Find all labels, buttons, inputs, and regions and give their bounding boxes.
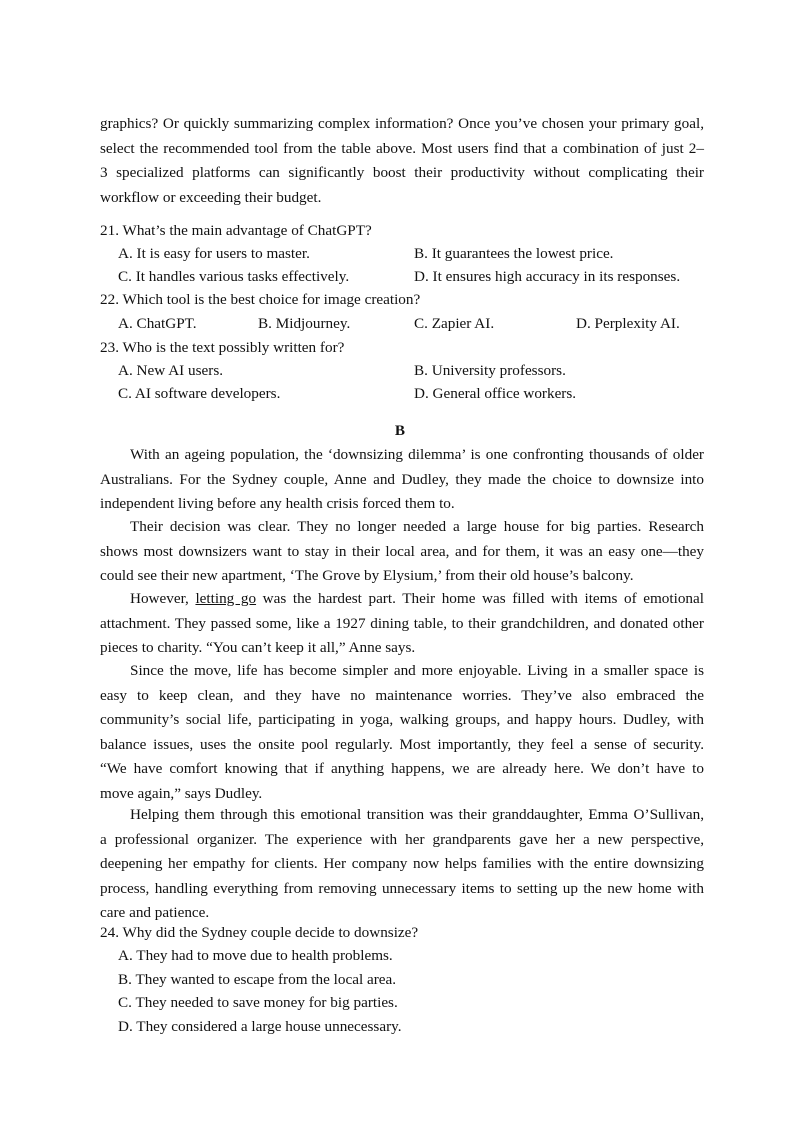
text-line: graphics? Or quickly summarizing complex information? Once you’ve chosen your primary goal, (100, 115, 704, 132)
question-23-option-b[interactable]: B. University professors. (414, 362, 566, 379)
text-line: 3 specialized platforms can significantly boost their productivity without complicating their (100, 164, 704, 181)
question-23-option-c[interactable]: C. AI software developers. (118, 385, 281, 402)
text-line: select the recommended tool from the table above. Most users find that a combination of just 2– (100, 139, 704, 157)
passage-b-paragraph-3 (100, 587, 704, 661)
section-b-heading: B (394, 422, 406, 439)
question-22-option-b[interactable]: B. Midjourney. (258, 315, 351, 332)
text-line: pieces to charity. “You can’t keep it all,” Anne says. (100, 639, 416, 656)
question-22-option-d[interactable]: D. Perplexity AI. (576, 315, 680, 332)
question-23-option-d[interactable]: D. General office workers. (414, 385, 577, 402)
passage-b-paragraph-5 (100, 803, 704, 926)
passage-a-conclusion (100, 112, 704, 210)
text-line: could see their new apartment, ‘The Grove by Elysium,’ from their old house’s balcony. (100, 567, 634, 584)
text-line: move again,” says Dudley. (100, 784, 263, 802)
question-24-option-d[interactable]: D. They considered a large house unnecessary. (118, 1018, 402, 1035)
question-24-option-a[interactable]: A. They had to move due to health problems. (118, 947, 393, 964)
question-22-option-c[interactable]: C. Zapier AI. (414, 315, 495, 332)
text-line: With an ageing population, the ‘downsizing dilemma’ is one confronting thousands of older (130, 446, 704, 463)
passage-b-paragraph-2 (100, 515, 704, 589)
question-22-stem: 22. Which tool is the best choice for image creation? (100, 291, 421, 308)
text-line: balance issues, uses the onsite pool regularly. Most importantly, they feel a sense of security. (100, 735, 704, 753)
text-fragment: However, (130, 590, 196, 607)
text-line: Australians. For the Sydney couple, Anne and Dudley, they made the choice to downsize into (100, 470, 704, 488)
text-line: independent living before any health crisis forced them to. (100, 495, 455, 512)
text-line: easy to keep clean, and they have no maintenance worries. They’ve also embraced the (100, 686, 704, 704)
text-line: “We have comfort knowing that if anything happens, we are already here. We don’t have to (100, 760, 704, 777)
text-fragment: was the hardest part. Their home was filled with items of emotional (256, 590, 704, 607)
question-23-option-a[interactable]: A. New AI users. (118, 362, 224, 379)
text-line: deepening her empathy for clients. Her company now helps families with the entire downsizing (100, 855, 704, 872)
text-line: Their decision was clear. They no longer needed a large house for big parties. Research (130, 518, 704, 535)
text-line: Since the move, life has become simpler and more enjoyable. Living in a smaller space is (130, 662, 704, 679)
text-line: a professional organizer. The experience with her grandparents gave her a new perspective, (100, 830, 704, 848)
question-23-stem: 23. Who is the text possibly written for? (100, 339, 345, 356)
question-21-option-c[interactable]: C. It handles various tasks effectively. (118, 268, 350, 285)
question-21-option-b[interactable]: B. It guarantees the lowest price. (414, 245, 614, 262)
text-line: workflow or exceeding their budget. (100, 188, 322, 206)
underlined-phrase: letting go (195, 590, 257, 607)
question-24-stem: 24. Why did the Sydney couple decide to downsize? (100, 924, 419, 941)
text-line: Helping them through this emotional transition was their granddaughter, Emma O’Sullivan, (130, 806, 704, 823)
question-24-option-b[interactable]: B. They wanted to escape from the local area. (118, 971, 397, 988)
text-line: community’s social life, participating in yoga, walking groups, and happy hours. Dudley, with (100, 711, 704, 728)
text-line (100, 587, 704, 612)
question-22-option-a[interactable]: A. ChatGPT. (118, 315, 197, 332)
text-line: attachment. They passed some, like a 1927 dining table, to their grandchildren, and donated other (100, 614, 704, 632)
question-21-option-d[interactable]: D. It ensures high accuracy in its responses. (414, 268, 681, 285)
question-21-stem: 21. What’s the main advantage of ChatGPT? (100, 222, 372, 239)
text-line: care and patience. (100, 904, 210, 921)
passage-b-paragraph-1 (100, 443, 704, 517)
passage-b-paragraph-4 (100, 659, 704, 806)
question-24-option-c[interactable]: C. They needed to save money for big parties. (118, 994, 398, 1011)
text-line: process, handling everything from removing unnecessary items to setting up the new home with (100, 879, 704, 897)
question-21-option-a[interactable]: A. It is easy for users to master. (118, 245, 310, 262)
text-line: shows most downsizers want to stay in their local area, and for them, it was an easy one—they (100, 542, 704, 560)
